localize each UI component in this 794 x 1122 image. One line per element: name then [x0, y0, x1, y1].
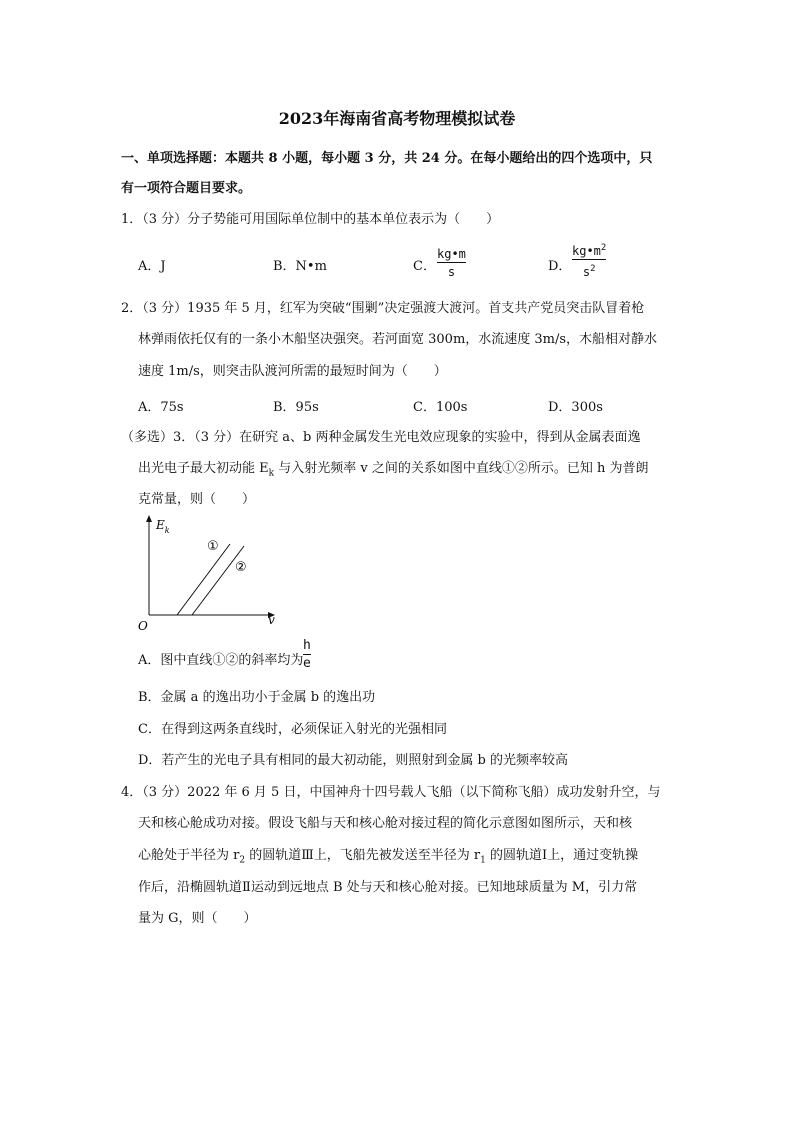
q2-option-b: B．95s [273, 400, 319, 415]
q4-stem-line1: 4．（3 分）2022 年 6 月 5 日，中国神舟十四号载人飞船（以下简称飞船）成功发射升空，与 [121, 785, 661, 800]
line-2-label: ② [235, 560, 247, 575]
origin-label: O [138, 619, 148, 633]
q2-option-a: A．75s [138, 400, 184, 415]
page-title: 2023年海南省高考物理模拟试卷 [278, 109, 516, 128]
section-heading-line1: 一、单项选择题：本题共 8 小题，每小题 3 分，共 24 分。在每小题给出的四个选项中，只 [121, 151, 653, 166]
q1-d-denominator: $s^2$ [582, 264, 596, 279]
photoelectric-graph [130, 512, 290, 634]
q1-stem: 1．（3 分）分子势能可用国际单位制中的基本单位表示为（ ） [121, 212, 500, 227]
q3-option-b: B．金属 a 的逸出功小于金属 b 的逸出功 [138, 690, 376, 705]
q3-stem-line1: （多选）3．（3 分）在研究 a、b 两种金属发生光电效应现象的实验中，得到从金属表面逸 [121, 430, 641, 445]
q1-option-c-fraction [437, 247, 466, 279]
x-axis-label: v [268, 613, 275, 627]
q3-a-numerator: h [303, 638, 311, 653]
q2-stem-line2: 林弹雨依托仅有的一条小木船坚决强突。若河面宽 300m，水流速度 3m/s，木船相对静水 [138, 332, 658, 347]
q1-d-numerator: $kg•m^2$ [572, 243, 607, 258]
graph-line-2 [192, 546, 244, 615]
q1-option-b: B．N•m [273, 259, 327, 274]
q3-stem-line3: 克常量，则（ ） [138, 492, 256, 507]
fraction-bar [437, 262, 466, 263]
fraction-bar [572, 259, 606, 260]
q3-option-c: C．在得到这两条直线时，必须保证入射光的光强相同 [138, 722, 447, 737]
q4-stem-line4: 作后，沿椭圆轨道Ⅱ运动到远地点 B 处与天和核心舱对接。已知地球质量为 M，引力常 [138, 880, 638, 895]
graph-line-1 [177, 544, 230, 615]
y-axis-arrow [146, 515, 152, 522]
q1-option-a: A．J [138, 259, 166, 274]
q3-a-denominator: e [303, 656, 311, 671]
q4-stem-line5: 量为 G，则（ ） [138, 911, 257, 926]
q2-stem-line1: 2．（3 分）1935 年 5 月，红军为突破“围剿”决定强渡大渡河。首支共产党员突击队冒着枪 [121, 301, 645, 316]
line-1-label: ① [207, 539, 219, 554]
q1-option-d-prefix: D． [548, 259, 572, 274]
q3-option-a-fraction [303, 639, 311, 671]
section-heading-line2: 有一项符合题目要求。 [121, 181, 252, 196]
q2-option-d: D．300s [548, 400, 603, 415]
q1-option-c-prefix: C． [413, 259, 436, 274]
q4-stem-line3: 心舱处于半径为 $r_2$ 的圆轨道Ⅲ上，飞船先被发送至半径为 $r_1$ 的圆轨道Ⅰ上，通过变轨操 [138, 848, 639, 866]
q4-stem-line2: 天和核心舱成功对接。假设飞船与天和核心舱对接过程的简化示意图如图所示，天和核 [138, 816, 633, 831]
q2-option-c: C．100s [413, 400, 468, 415]
q1-c-numerator: kg•m [437, 247, 466, 261]
q1-c-denominator: s [447, 265, 456, 279]
y-axis-label: $E_k$ [156, 518, 170, 535]
fraction-bar [303, 654, 311, 655]
q2-stem-line3: 速度 1m/s，则突击队渡河所需的最短时间为（ ） [138, 364, 447, 379]
q3-option-d: D．若产生的光电子具有相同的最大初动能，则照射到金属 b 的光频率较高 [138, 753, 569, 768]
q1-option-d-fraction [572, 241, 606, 279]
q3-stem-line2: 出光电子最大初动能 $E_k$ 与入射光频率 v 之间的关系如图中直线①②所示。已知 h 为普朗 [138, 461, 649, 479]
q3-option-a: A．图中直线①②的斜率均为 [138, 653, 304, 668]
